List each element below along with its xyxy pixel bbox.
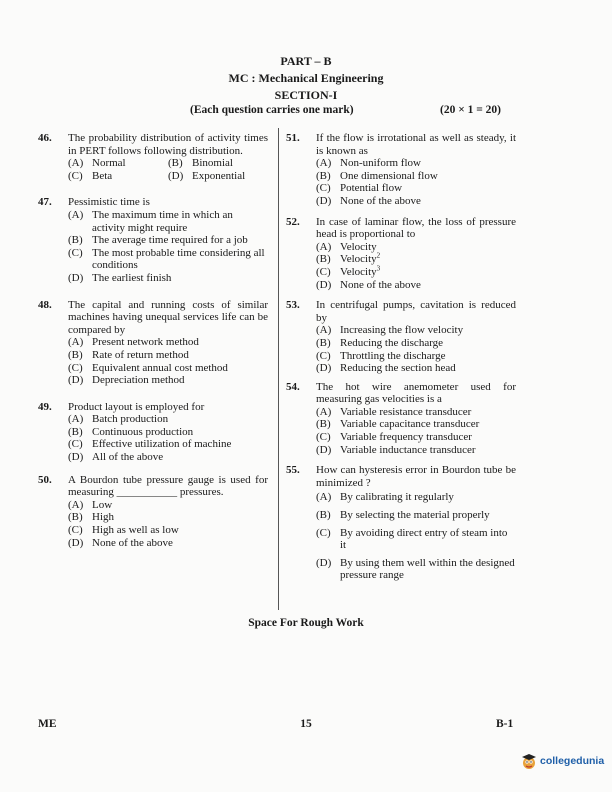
option-item: [68, 247, 268, 272]
option-text: By avoiding direct entry of steam into it: [340, 526, 508, 552]
option-letter: (B): [68, 234, 83, 247]
option-text: None of the above: [92, 536, 173, 549]
option-text: Variable capacitance transducer: [340, 418, 480, 431]
option-letter: (B): [316, 509, 331, 522]
option-item: [316, 157, 516, 170]
option-letter: (B): [316, 169, 331, 182]
watermark-logo: [520, 752, 604, 770]
question-54: [286, 381, 516, 457]
rough-work-label: Space For Rough Work: [248, 617, 364, 629]
booklet-code: B-1: [496, 718, 514, 730]
option-text: The earliest finish: [92, 271, 172, 284]
option-text: Rate of return method: [92, 348, 189, 361]
column-divider: [278, 128, 279, 610]
option-letter: (C): [68, 169, 83, 182]
question-50: [38, 474, 268, 550]
option-item: [316, 362, 516, 375]
option-text: Velocity: [340, 240, 377, 253]
question-number: 53.: [286, 299, 300, 312]
option-item: [168, 170, 268, 183]
option-text: None of the above: [340, 278, 421, 291]
option-text: The most probable time considering all conditions: [92, 246, 265, 272]
option-letter: (A): [316, 405, 332, 418]
option-letter: (D): [316, 556, 332, 569]
watermark-text: collegedunia: [540, 755, 605, 767]
option-item: [68, 157, 168, 170]
question-46: [38, 132, 268, 182]
option-text: By selecting the material properly: [340, 509, 490, 522]
option-letter: (C): [316, 349, 331, 362]
option-item: [68, 499, 268, 512]
section-heading: SECTION-I: [274, 88, 338, 102]
option-letter: (A): [68, 498, 84, 511]
question-number: 49.: [38, 400, 52, 413]
question-number: 54.: [286, 380, 300, 393]
option-letter: (A): [68, 208, 84, 221]
question-stem: Pessimistic time is: [68, 196, 150, 209]
option-item: [68, 438, 268, 451]
question-stem: In case of laminar flow, the loss of pressure head is proportional to: [316, 215, 516, 241]
left-column: [38, 132, 268, 549]
option-text: Effective utilization of machine: [92, 438, 232, 451]
question-48: [38, 299, 268, 387]
option-letter: (A): [68, 413, 84, 426]
option-text: None of the above: [340, 194, 421, 207]
question-stem: The hot wire anemometer used for measuring gas velocities is a: [316, 380, 516, 406]
option-text: Equivalent annual cost method: [92, 361, 228, 374]
option-item: [316, 253, 516, 266]
option-item: [316, 491, 516, 504]
question-stem: If the flow is irrotational as well as steady, it is known as: [316, 132, 516, 157]
question-stem: Product layout is employed for: [68, 400, 205, 413]
option-item: [68, 362, 268, 375]
option-text: Reducing the section head: [340, 362, 456, 375]
option-item: [316, 418, 516, 431]
option-exponent: 2: [376, 251, 381, 260]
question-53: [286, 299, 516, 375]
total-marks: (20 × 1 = 20): [440, 104, 502, 116]
option-text: Velocity: [340, 253, 377, 266]
option-item: [316, 170, 516, 183]
option-text: The maximum time in which an activity might require: [92, 208, 233, 234]
option-text: Reducing the discharge: [340, 336, 444, 349]
option-item: [68, 413, 268, 426]
right-column: [286, 132, 516, 582]
option-item: [316, 182, 516, 195]
option-item: [68, 170, 168, 183]
option-item: [316, 195, 516, 208]
option-letter: (C): [316, 431, 331, 444]
option-text: Variable inductance transducer: [340, 443, 476, 456]
option-letter: (A): [68, 336, 84, 349]
option-item: [68, 209, 268, 234]
option-letter: (A): [316, 324, 332, 337]
option-text: Low: [92, 498, 113, 511]
option-letter: (B): [316, 336, 331, 349]
option-text: Beta: [92, 169, 113, 182]
question-number: 55.: [286, 464, 300, 477]
option-letter: (D): [168, 169, 184, 182]
question-stem: A Bourdon tube pressure gauge is used for measuring ___________ pressures.: [68, 473, 268, 499]
question-stem: How can hysteresis error in Bourdon tube be minimized ?: [316, 464, 516, 489]
option-letter: (A): [316, 491, 332, 504]
option-letter: (A): [316, 157, 332, 170]
option-letter: (C): [68, 438, 83, 451]
option-text: One dimensional flow: [340, 169, 438, 182]
option-item: [316, 350, 516, 363]
option-letter: (D): [316, 278, 332, 291]
option-letter: (D): [68, 374, 84, 387]
option-text: Batch production: [92, 413, 169, 426]
question-51: [286, 132, 516, 208]
option-letter: (B): [68, 348, 83, 361]
option-text: Velocity: [340, 265, 377, 278]
question-number: 51.: [286, 132, 300, 144]
option-item: [316, 241, 516, 254]
option-text: Normal: [92, 157, 126, 170]
option-item: [68, 234, 268, 247]
option-text: Binomial: [192, 157, 233, 170]
question-stem: In centrifugal pumps, cavitation is reduced by: [316, 299, 516, 324]
question-47: [38, 196, 268, 284]
option-text: Exponential: [192, 169, 246, 182]
part-heading: PART – B: [280, 54, 332, 68]
option-item: [316, 266, 516, 279]
question-number: 48.: [38, 298, 52, 311]
question-number: 52.: [286, 215, 300, 228]
option-text: The average time required for a job: [92, 234, 248, 247]
question-stem: The probability distribution of activity times in PERT follows following distribution.: [68, 132, 268, 157]
subject-code: ME: [38, 718, 57, 730]
option-text: Variable frequency transducer: [340, 431, 472, 444]
option-letter: (C): [68, 246, 83, 259]
option-text: Continuous production: [92, 425, 194, 438]
option-item: [68, 524, 268, 537]
question-stem: The capital and running costs of similar machines having unequal services life can be compared by: [68, 298, 268, 336]
option-text: Throttling the discharge: [340, 349, 446, 362]
subject-heading: MC : Mechanical Engineering: [228, 71, 384, 85]
question-number: 46.: [38, 132, 52, 144]
option-letter: (B): [316, 253, 331, 266]
option-text: By using them well within the designed pressure range: [340, 556, 515, 582]
option-letter: (A): [68, 157, 84, 170]
option-letter: (D): [68, 451, 84, 464]
option-item: [316, 279, 516, 292]
option-letter: (C): [316, 265, 331, 278]
option-text: High: [92, 511, 114, 524]
option-item: [316, 406, 516, 419]
question-49: [38, 401, 268, 464]
option-item: [68, 451, 268, 464]
option-text: High as well as low: [92, 524, 179, 537]
option-text: Non-uniform flow: [340, 157, 421, 170]
graduate-mascot-icon: [520, 752, 538, 770]
option-item: [316, 444, 516, 457]
option-text: Potential flow: [340, 182, 403, 195]
option-letter: (C): [68, 524, 83, 537]
option-item: [316, 431, 516, 444]
option-item: [68, 537, 268, 550]
option-letter: (B): [68, 511, 83, 524]
option-letter: (B): [168, 157, 183, 170]
option-letter: (B): [316, 418, 331, 431]
option-item: [68, 374, 268, 387]
option-item: [316, 557, 516, 582]
option-exponent: 3: [376, 264, 381, 273]
option-row: [68, 170, 268, 183]
option-letter: (C): [68, 361, 83, 374]
option-letter: (C): [316, 182, 331, 195]
option-item: [68, 426, 268, 439]
option-item: [316, 527, 516, 552]
option-text: By calibrating it regularly: [340, 491, 454, 504]
option-item: [316, 337, 516, 350]
page-number: 15: [300, 718, 312, 730]
option-letter: (D): [68, 536, 84, 549]
option-row: [68, 157, 268, 170]
option-letter: (D): [316, 362, 332, 375]
question-number: 50.: [38, 473, 52, 486]
option-item: [168, 157, 268, 170]
option-text: Variable resistance transducer: [340, 405, 472, 418]
option-letter: (D): [316, 194, 332, 207]
question-55: [286, 464, 516, 582]
question-number: 47.: [38, 196, 52, 209]
option-item: [68, 511, 268, 524]
option-letter: (C): [316, 526, 331, 539]
question-52: [286, 216, 516, 292]
marking-note: (Each question carries one mark): [190, 104, 354, 116]
option-letter: (A): [316, 240, 332, 253]
option-item: [68, 336, 268, 349]
option-item: [316, 509, 516, 522]
option-letter: (B): [68, 425, 83, 438]
option-item: [68, 349, 268, 362]
option-text: Present network method: [92, 336, 199, 349]
option-letter: (D): [68, 271, 84, 284]
option-item: [316, 324, 516, 337]
option-text: Increasing the flow velocity: [340, 324, 464, 337]
option-text: Depreciation method: [92, 374, 185, 387]
option-text: All of the above: [92, 451, 164, 464]
option-item: [68, 272, 268, 285]
option-letter: (D): [316, 443, 332, 456]
